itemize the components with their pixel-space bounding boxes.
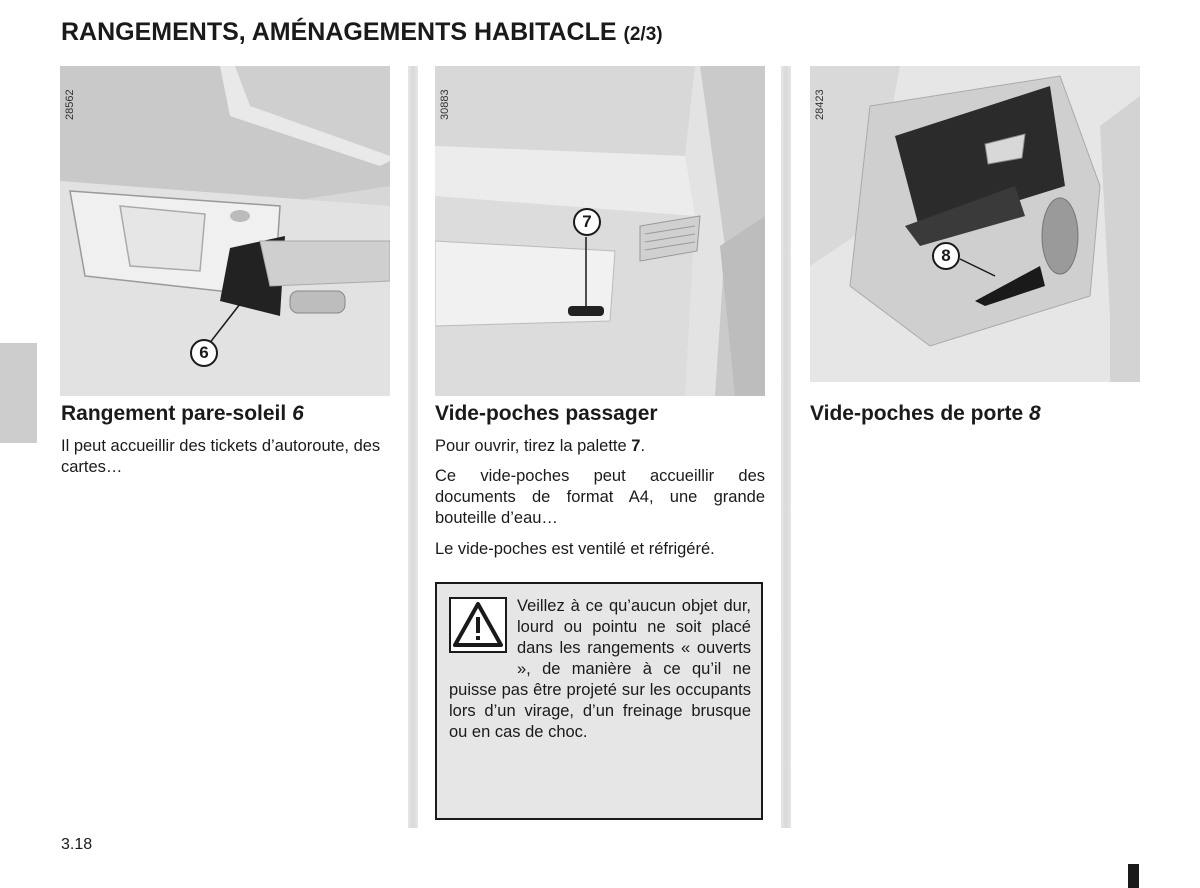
heading-sun-visor: Rangement pare-soleil 6 <box>61 402 304 425</box>
callout-number: 7 <box>582 212 592 231</box>
photo-door-pocket <box>810 66 1140 382</box>
column-divider <box>781 66 791 828</box>
chapter-tab <box>0 343 37 443</box>
warning-box <box>435 582 763 820</box>
image-reference: 28562 <box>64 89 76 120</box>
heading-reference-number: 6 <box>292 402 304 425</box>
column-divider <box>408 66 418 828</box>
door-pocket-illustration <box>810 66 1140 382</box>
heading-glovebox: Vide-poches passager <box>435 402 658 425</box>
paragraph-capacity: Ce vide-poches peut accueillir des documents de format A4, une grande bouteille d’eau… <box>435 467 765 527</box>
callout-number: 8 <box>941 246 951 265</box>
page-title-text: RANGEMENTS, AMÉNAGEMENTS HABITACLE <box>61 18 617 46</box>
heading-door-pocket: Vide-poches de porte 8 <box>810 402 1041 425</box>
image-reference: 30883 <box>439 89 451 120</box>
paragraph-sun-visor: Il peut accueillir des tickets d’autoroute, des cartes… <box>61 437 381 476</box>
paragraph-ventilation: Le vide-poches est ventilé et réfrigéré. <box>435 540 715 558</box>
page-title <box>61 18 663 47</box>
page-number: 3.18 <box>61 836 93 853</box>
reference-number: 7 <box>631 437 641 455</box>
photo-sun-visor <box>60 66 390 396</box>
callout-number: 6 <box>199 343 209 362</box>
paragraph-open-instructions: Pour ouvrir, tirez la palette 7. <box>435 437 646 455</box>
sun-visor-illustration <box>60 66 390 396</box>
image-reference: 28423 <box>814 89 826 120</box>
corner-mark <box>1128 864 1139 888</box>
heading-reference-number: 8 <box>1029 402 1041 425</box>
photo-glovebox <box>435 66 765 396</box>
warning-text: Veillez à ce qu’aucun objet dur, lourd ou pointu ne soit placé dans les rangements « ouverts », de manière à ce qu’il ne puisse pas être projeté sur les occupants lors d’un virage, d’un freinage brusque ou en cas de choc. <box>449 597 751 741</box>
page-title-part: (2/3) <box>623 24 663 45</box>
